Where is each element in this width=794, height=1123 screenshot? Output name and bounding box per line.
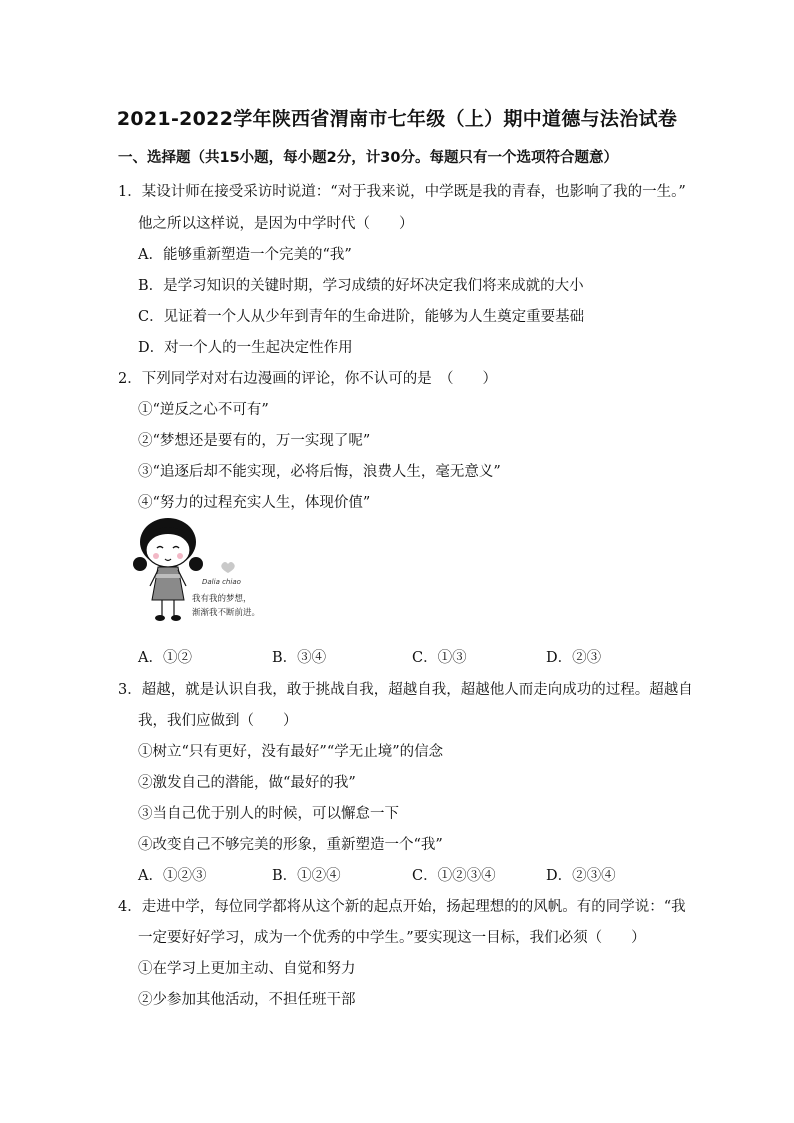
question-1-line-1: 1．某设计师在接受采访时说道：“对于我来说，中学既是我的青春，也影响了我的一生。”: [118, 184, 686, 200]
question-1-option-b: B．是学习知识的关键时期，学习成绩的好坏决定我们将来成就的大小: [138, 278, 584, 294]
cartoon-girl-illustration: [130, 512, 270, 630]
question-2-item-3: ③“追逐后却不能实现，必将后悔，浪费人生，毫无意义”: [138, 464, 501, 480]
question-3-option-c: C．①②③④: [412, 868, 496, 884]
question-3-item-1: ①树立“只有更好，没有最好”“学无止境”的信念: [138, 744, 444, 760]
question-4-item-2: ②少参加其他活动，不担任班干部: [138, 992, 356, 1008]
cartoon-caption-2: 渐渐我不断前进。: [192, 608, 261, 618]
question-2-option-b: B．③④: [272, 650, 327, 666]
question-4-line-1: 4．走进中学，每位同学都将从这个新的起点开始，扬起理想的的风帆。有的同学说：“我: [118, 899, 686, 915]
question-3-item-3: ③当自己优于别人的时候，可以懈怠一下: [138, 806, 399, 822]
question-3-line-2: 我，我们应做到（ ）: [138, 713, 298, 729]
question-2-option-d: D．②③: [546, 650, 602, 666]
question-1-option-a: A．能够重新塑造一个完美的“我”: [138, 247, 352, 263]
question-1-option-d: D．对一个人的一生起决定性作用: [138, 340, 353, 356]
question-2-option-c: C．①③: [412, 650, 467, 666]
question-2-option-a: A．①②: [138, 650, 192, 666]
question-2-item-1: ①“逆反之心不可有”: [138, 402, 269, 418]
question-3-item-4: ④改变自己不够完美的形象，重新塑造一个“我”: [138, 837, 443, 853]
cartoon-caption-1: 我有我的梦想，: [192, 594, 252, 604]
question-2-line-1: 2．下列同学对对右边漫画的评论，你不认可的是 （ ）: [118, 371, 497, 387]
question-3-item-2: ②激发自己的潜能，做“最好的我”: [138, 775, 356, 791]
cartoon-signature: Dalia chiao: [202, 578, 241, 586]
question-3-option-b: B．①②④: [272, 868, 341, 884]
cartoon-girl-icon: [130, 512, 270, 630]
question-3-line-1: 3．超越，就是认识自我，敢于挑战自我，超越自我，超越他人而走向成功的过程。超越自: [118, 682, 693, 698]
page-title: 2021-2022学年陕西省渭南市七年级（上）期中道德与法治试卷: [116, 108, 678, 130]
question-3-option-a: A．①②③: [138, 868, 207, 884]
section-heading: 一、选择题（共15小题，每小题2分，计30分。每题只有一个选项符合题意）: [118, 150, 618, 166]
question-4-line-2: 一定要好好学习，成为一个优秀的中学生。”要实现这一目标，我们必须（ ）: [138, 930, 646, 946]
question-2-item-2: ②“梦想还是要有的，万一实现了呢”: [138, 433, 371, 449]
question-3-option-d: D．②③④: [546, 868, 616, 884]
question-4-item-1: ①在学习上更加主动、自觉和努力: [138, 961, 356, 977]
question-1-line-2: 他之所以这样说，是因为中学时代（ ）: [138, 216, 414, 232]
question-1-option-c: C．见证着一个人从少年到青年的生命进阶，能够为人生奠定重要基础: [138, 309, 585, 325]
question-2-item-4: ④“努力的过程充实人生，体现价值”: [138, 495, 371, 511]
